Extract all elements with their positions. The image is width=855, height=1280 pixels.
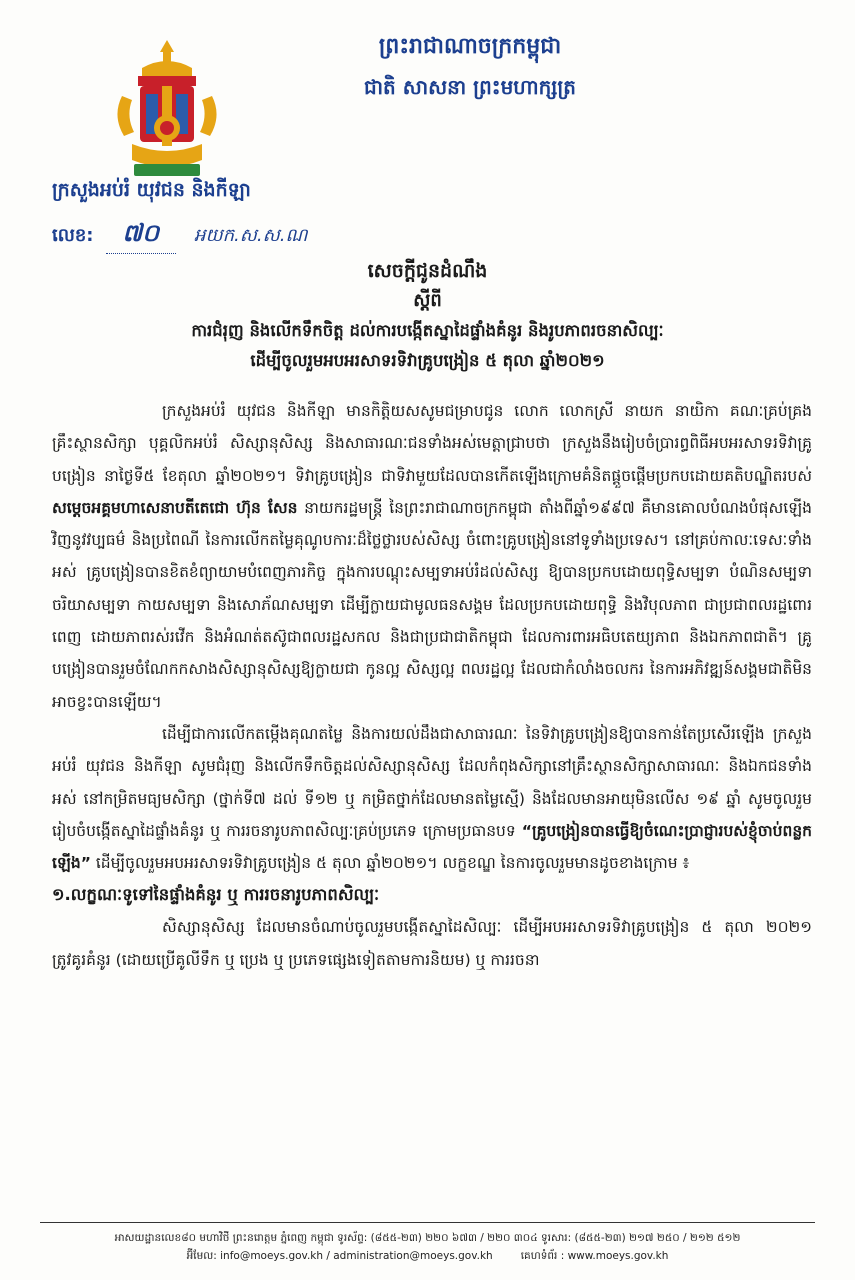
paragraph-1-text-a: ក្រសួងអប់រំ យុវជន និងកីឡា មានកិត្តិយសសូមជម្រាបជូន លោក លោកស្រី នាយក នាយិកា គណៈគ្រប់គ្រង គ្រឹះស្ថានសិក្សា បុគ្គលិកអប់រំ សិស្សានុសិស្ស និងសាធារណៈជនទាំងអស់មេត្តាជ្រាបថា ក្រសួងនឹងរៀបចំប្រារព្ធពិធីអបអរសាទរទិវាគ្រូបង្រៀន នាថ្ងៃទី៥ ខែតុលា ឆ្នាំ២០២១។ ទិវាគ្រូបង្រៀន ជាទិវាមួយដែលបានកើតឡើងក្រោមគំនិតផ្តួចផ្តើមប្រកបដោយគតិបណ្ឌិតរបស់ (52, 402, 812, 485)
paragraph-2-text-a: ដើម្បីជាការលើកតម្កើងគុណតម្លៃ និងការយល់ដឹងជាសាធារណៈ នៃទិវាគ្រូបង្រៀនឱ្យបានកាន់តែប្រសើរឡើង ក្រសួងអប់រំ យុវជន និងកីឡា សូមជំរុញ និងលើកទឹកចិត្តដល់សិស្សានុសិស្ស ដែលកំពុងសិក្សានៅគ្រឹះស្ថានសិក្សាសាធារណៈ និងឯកជនទាំងអស់ នៅកម្រិតមធ្យមសិក្សា (ថ្នាក់ទី៧ ដល់ ទី១២ ឬ កម្រិតថ្នាក់ដែលមានតម្លៃស្មើ) និងដែលមានអាយុមិនលើស ១៩ ឆ្នាំ សូមចូលរួមរៀបចំបង្កើតស្នាដៃផ្ទាំងគំនូរ ឬ ការរចនារូបភាពសិល្បៈគ្រប់ប្រភេទ ក្រោមប្រធានបទ (52, 724, 812, 840)
section-heading-1: ១.លក្ខណៈទូទៅនៃផ្ទាំងគំនូរ ឬ ការរចនារូបភាពសិល្បៈ (52, 885, 380, 905)
notice-title: សេចក្តីជូនដំណឹង (367, 260, 488, 282)
notice-subject-label: ស្តីពី (413, 290, 442, 311)
national-motto: ជាតិ សាសនា ព្រះមហាក្សត្រ (364, 75, 576, 99)
paragraph-3: សិស្សានុសិស្ស ដែលមានចំណាប់ចូលរួមបង្កើតស្នាដៃសិល្បៈ ដើម្បីអបអរសាទរទិវាគ្រូបង្រៀន ៥ តុលា ២០២១ ត្រូវគូរគំនូរ (ដោយប្រើគូលីទឹក ឬ ប្រេង ឬ ប្រភេទផ្សេងទៀតតាមការនិយម) ឬ ការរចនា (52, 918, 812, 969)
footer-email[interactable]: អ៊ីមែល: info@moeys.gov.kh / administration@moeys.gov.kh (186, 1250, 493, 1262)
paragraph-1 (52, 395, 812, 718)
footer-contact (40, 1247, 815, 1265)
paragraph-2 (52, 718, 812, 879)
kingdom-header (300, 30, 640, 104)
contest-theme: “គ្រូបង្រៀនបានធ្វើឱ្យចំណេះប្រាជ្ញារបស់ខ្ញុំចាប់ពន្លកឡើង” (52, 821, 812, 873)
footer-divider (40, 1222, 815, 1223)
footer-website[interactable]: គេហទំព័រ : www.moeys.gov.kh (520, 1250, 669, 1262)
ref-number: ៧០ (106, 218, 176, 254)
ministry-name: ក្រសួងអប់រំ យុវជន និងកីឡា (52, 179, 251, 201)
notice-subject-line2: ដើម្បីចូលរួមអបអរសាទរទិវាគ្រូបង្រៀន ៥ តុលា ឆ្នាំ២០២១ (250, 351, 605, 370)
ref-code: អយក.ស.ស.ណ (194, 225, 308, 246)
letter-footer (40, 1222, 815, 1265)
kingdom-name: ព្រះរាជាណាចក្រកម្ពុជា (378, 34, 562, 59)
notice-subject-line1: ការជំរុញ និងលើកទឹកចិត្ត ដល់ការបង្កើតស្នាដៃផ្ទាំងគំនូរ និងរូបភាពរចនាសិល្បៈ (191, 321, 664, 340)
ministry-emblem-icon (112, 36, 222, 181)
reference-number-line (52, 218, 307, 254)
paragraph-2-text-b: ដើម្បីចូលរួមអបអរសាទរទិវាគ្រូបង្រៀន ៥ តុលា ឆ្នាំ២០២១។ លក្ខខណ្ឌ នៃការចូលរួមមានដូចខាងក្រោម ៖ (95, 854, 690, 873)
notice-body (52, 395, 812, 976)
notice-title-block (40, 256, 815, 376)
prime-minister-name: សម្តេចអគ្គមហាសេនាបតីតេជោ ហ៊ុន សែន (52, 498, 298, 517)
ref-label: លេខ: (52, 225, 94, 246)
footer-address: អាសយដ្ឋានលេខ៨០ មហាវិថី ព្រះនរោត្តម ភ្នំពេញ កម្ពុជា ទូរស័ព្ទ: (៨៥៥-២៣) ២២០ ៦៧៣ / ២២០ ៣០៤ ទូរសារ: (៨៥៥-២៣) ២១៧ ២៥០ / ២១២ ៥១២ (114, 1232, 741, 1244)
paragraph-1-text-b: នាយករដ្ឋមន្ត្រី នៃព្រះរាជាណាចក្រកម្ពុជា តាំងពីឆ្នាំ១៩៩៧ គឺមានគោលបំណងបំផុសឡើងវិញនូវវប្បធម៌ និងប្រពៃណី នៃការលើកតម្លៃគុណូបការៈដ៏ថ្លៃថ្លារបស់សិស្ស ចំពោះគ្រូបង្រៀននៅទូទាំងប្រទេស។ នៅគ្រប់កាលៈទេសៈទាំងអស់ គ្រូបង្រៀនបានខិតខំព្យាយាមបំពេញភារកិច្ច ក្នុងការបណ្តុះសម្បទាអប់រំដល់សិស្ស ឱ្យបានប្រកបដោយពុទ្ធិសម្បទា បំណិនសម្បទា ចរិយាសម្បទា កាយសម្បទា និងសោភ័ណសម្បទា ដើម្បីក្លាយជាមូលធនសង្គម ដែលប្រកបដោយពុទ្ធិ និងវិបុលភាព ជាប្រជាពលរដ្ឋពោរពេញ ដោយភាពរស់រវើក និងអំណត់តស៊ូជាពលរដ្ឋសកល និងជាប្រជាជាតិកម្ពុជា ដែលការពារអធិបតេយ្យភាព និងឯកភាពជាតិ។ គ្រូបង្រៀនបានរួមចំណែកកសាងសិស្សានុសិស្សឱ្យក្លាយជា កូនល្អ សិស្សល្អ ពលរដ្ឋល្អ ដែលជាកំលាំងចលករ នៃការអភិវឌ្ឍន៍សង្គមជាតិមិនអាចខ្វះបានឡើយ។ (52, 498, 812, 711)
